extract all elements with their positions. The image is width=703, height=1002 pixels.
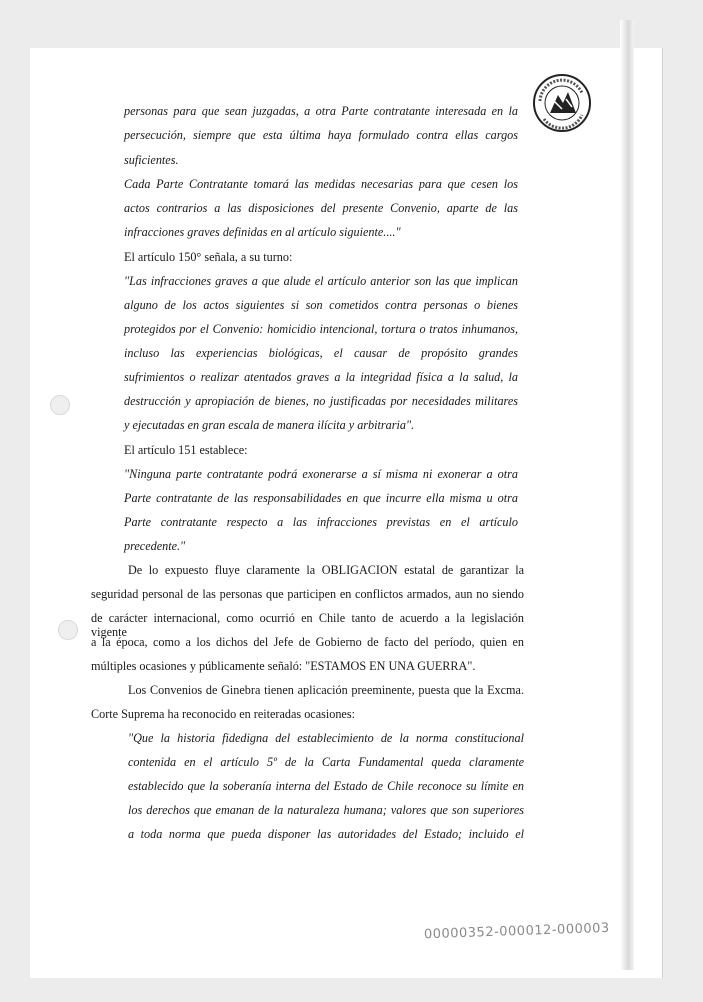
text-line: Parte contratante respecto a las infracciones previstas en el artículo [124,515,518,529]
text-line: actos contrarios a las disposiciones del presente Convenio, aparte de las [124,201,518,215]
notary-stamp-seal [532,73,592,133]
text-line: incluso las experiencias biológicas, el causar de propósito grandes [124,346,518,360]
text-line: Cada Parte Contratante tomará las medidas necesarias para que cesen los [124,177,518,191]
text-line: Parte contratante de las responsabilidades en que incurre ella misma u otra [124,491,518,505]
text-line: El artículo 150° señala, a su turno: [124,250,293,264]
text-line: establecido que la soberanía interna del Estado de Chile reconoce su límite en [128,779,524,793]
text-line: de carácter internacional, como ocurrió en Chile tanto de acuerdo a la legislación vigente [91,611,524,639]
text-line: alguno de los actos siguientes si son cometidos contra personas o bienes [124,298,518,312]
text-line: a la época, como a los dichos del Jefe de Gobierno de facto del período, quien en [91,635,524,649]
text-line: protegidos por el Convenio: homicidio intencional, tortura o tratos inhumanos, [124,322,518,336]
text-line: los derechos que emanan de la naturaleza humana; valores que son superiores [128,803,524,817]
text-line: precedente." [124,539,186,553]
text-line: El artículo 151 establece: [124,443,248,457]
text-line: sufrimientos o realizar atentados graves a la integridad física a la salud, la [124,370,518,384]
punch-hole [58,620,78,640]
text-line: múltiples ocasiones y públicamente señaló: "ESTAMOS EN UNA GUERRA". [91,659,476,673]
text-line: Los Convenios de Ginebra tienen aplicación preeminente, puesta que la Excma. [128,683,524,697]
text-line: "Que la historia fidedigna del establecimiento de la norma constitucional [128,731,524,745]
page-edge-shadow [620,20,634,970]
text-line: a toda norma que pueda disponer las autoridades del Estado; incluido el [128,827,524,841]
text-line: suficientes. [124,153,179,167]
text-line: persecución, siempre que esta última haya formulado contra ellas cargos [124,128,518,142]
text-line: seguridad personal de las personas que participen en conflictos armados, aun no siendo [91,587,524,601]
punch-hole [50,395,70,415]
text-line: Corte Suprema ha reconocido en reiteradas ocasiones: [91,707,355,721]
text-line: De lo expuesto fluye claramente la OBLIGACION estatal de garantizar la [128,563,524,577]
text-line: y ejecutadas en gran escala de manera ilícita y arbitraria". [124,418,415,432]
text-line: "Las infracciones graves a que alude el artículo anterior son las que implican [124,274,518,288]
text-line: infracciones graves definidas en al artículo siguiente...." [124,225,401,239]
text-line: "Ninguna parte contratante podrá exonerarse a sí misma ni exonerar a otra [124,467,518,481]
text-line: personas para que sean juzgadas, a otra Parte contratante interesada en la [124,104,518,118]
page-stamp-code: 00000352-000012-000003 [423,920,610,943]
text-line: destrucción y apropiación de bienes, no justificadas por necesidades militares [124,394,518,408]
text-line: contenida en el artículo 5º de la Carta Fundamental queda claramente [128,755,524,769]
